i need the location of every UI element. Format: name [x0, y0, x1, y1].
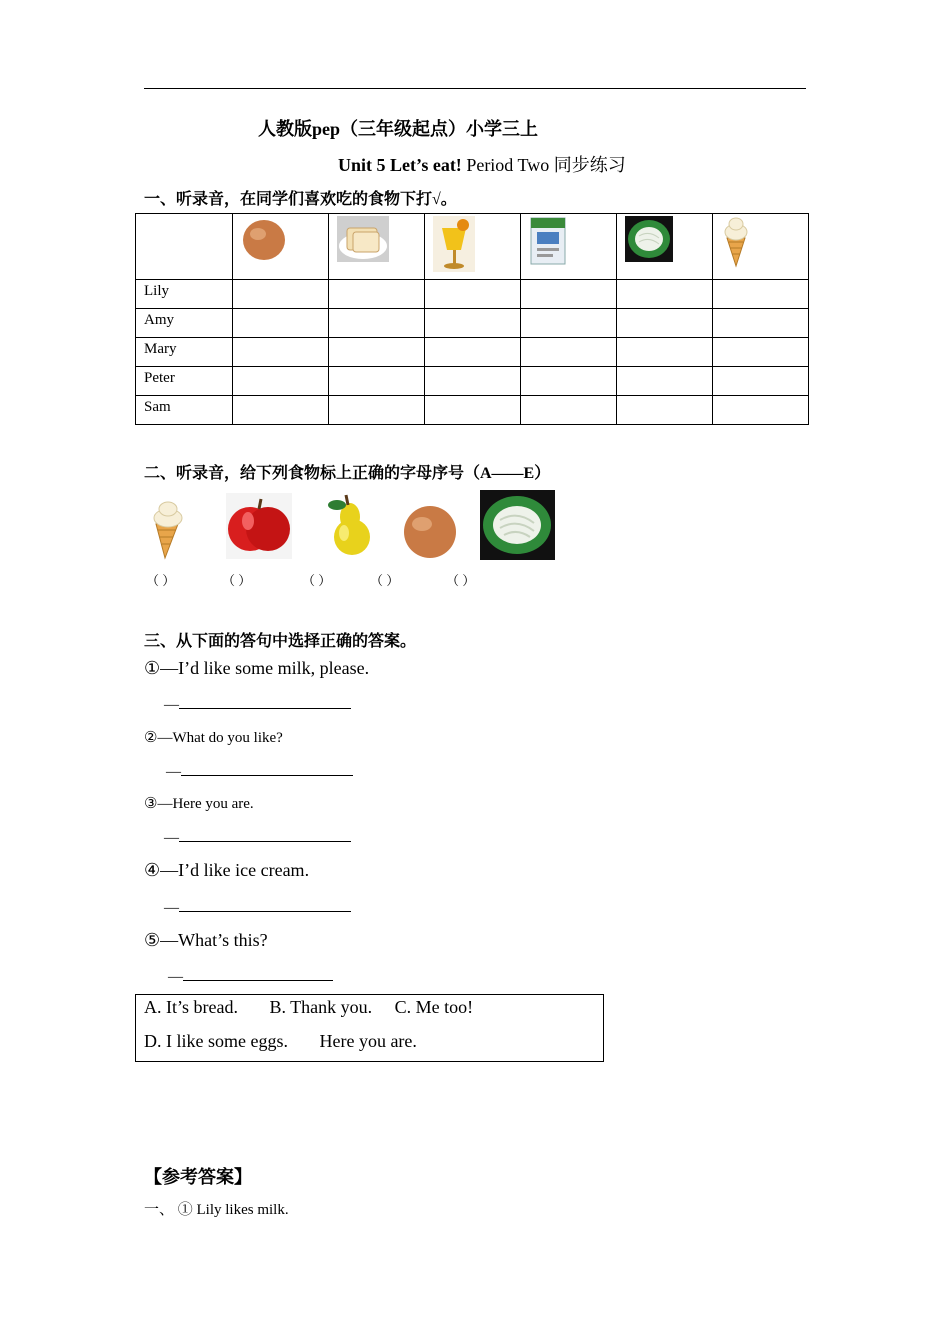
- answer-blank[interactable]: [181, 761, 353, 776]
- table-header-juice: [425, 214, 521, 280]
- egg-icon: [241, 216, 287, 262]
- table-header-milk: [521, 214, 617, 280]
- check-cell[interactable]: [617, 280, 713, 309]
- options-line-2: D. I like some eggs. Here you are.: [144, 1031, 417, 1051]
- check-cell[interactable]: [233, 338, 329, 367]
- answer-dash: —: [164, 830, 179, 846]
- egg-icon: [402, 504, 458, 560]
- student-name: Lily: [144, 283, 169, 299]
- section2-pear: [324, 493, 376, 557]
- question-1: [144, 658, 369, 679]
- answer-dash: —: [168, 969, 183, 985]
- question-text: —What’s this?: [160, 930, 268, 950]
- ice-cream-icon: [148, 500, 188, 560]
- header-rule: [144, 88, 806, 89]
- answer-paren-3[interactable]: （ ）: [302, 573, 332, 588]
- question-number: ④: [144, 860, 161, 880]
- answer-blank[interactable]: [179, 694, 351, 709]
- milk-icon: [529, 216, 567, 266]
- answer-line-1: [164, 694, 351, 714]
- question-2: [144, 728, 283, 747]
- table-header-noodles: [617, 214, 713, 280]
- noodles-icon: [480, 490, 555, 560]
- table-row: [136, 280, 809, 309]
- section2-noodles: [480, 490, 555, 560]
- table-row: [136, 309, 809, 338]
- check-cell[interactable]: [233, 309, 329, 338]
- apple-icon: [226, 493, 292, 559]
- check-cell[interactable]: [329, 280, 425, 309]
- check-cell[interactable]: [521, 338, 617, 367]
- answer-line-2: [166, 761, 353, 781]
- check-cell[interactable]: [713, 338, 809, 367]
- question-number: ②: [144, 730, 158, 746]
- answer-line-5: [168, 966, 333, 986]
- check-cell[interactable]: [713, 367, 809, 396]
- answer-paren-5[interactable]: （ ）: [446, 573, 476, 588]
- check-cell[interactable]: [521, 280, 617, 309]
- check-cell[interactable]: [617, 396, 713, 425]
- student-name: Peter: [144, 370, 175, 386]
- check-cell[interactable]: [617, 367, 713, 396]
- question-text: —I’d like some milk, please.: [160, 658, 370, 678]
- answer-line-3: [164, 827, 351, 847]
- table-header-row: [136, 214, 809, 280]
- question-text: —Here you are.: [157, 796, 254, 812]
- check-cell[interactable]: [521, 367, 617, 396]
- table-row: [136, 367, 809, 396]
- options-box: [135, 994, 604, 1062]
- check-cell[interactable]: [233, 396, 329, 425]
- options-line-1: A. It’s bread. B. Thank you. C. Me too!: [144, 997, 474, 1017]
- student-name: Mary: [144, 341, 177, 357]
- check-cell[interactable]: [713, 309, 809, 338]
- check-cell[interactable]: [521, 396, 617, 425]
- section2-heading: 二、听录音，给下列食物标上正确的字母序号（A——E）: [144, 465, 551, 482]
- section1-heading: 一、听录音，在同学们喜欢吃的食物下打√。: [144, 191, 457, 208]
- check-cell[interactable]: [329, 396, 425, 425]
- check-cell[interactable]: [425, 309, 521, 338]
- check-cell[interactable]: [329, 338, 425, 367]
- bread-icon: [337, 216, 389, 262]
- question-text: —What do you like?: [157, 730, 283, 746]
- question-3: [144, 794, 254, 813]
- table-header-bread: [329, 214, 425, 280]
- table-corner-cell: [136, 214, 233, 280]
- check-cell[interactable]: [329, 367, 425, 396]
- check-cell[interactable]: [425, 338, 521, 367]
- student-name: Amy: [144, 312, 174, 328]
- answer-dash: —: [166, 764, 181, 780]
- section2-ice-cream: [148, 500, 188, 560]
- check-cell[interactable]: [425, 367, 521, 396]
- noodles-icon: [625, 216, 673, 262]
- answer-blank[interactable]: [179, 827, 351, 842]
- question-5: [144, 930, 268, 951]
- section3-heading: 三、从下面的答句中选择正确的答案。: [144, 633, 417, 650]
- section2-egg: [402, 504, 458, 560]
- unit-title: Unit 5 Let’s eat!: [338, 155, 462, 175]
- answer-paren-4[interactable]: （ ）: [370, 573, 400, 588]
- answers-heading: 【参考答案】: [144, 1167, 252, 1187]
- page-subtitle: [338, 151, 626, 177]
- check-cell[interactable]: [233, 280, 329, 309]
- pear-icon: [324, 493, 376, 557]
- check-cell[interactable]: [425, 280, 521, 309]
- check-cell[interactable]: [617, 338, 713, 367]
- table-header-ice-cream: [713, 214, 809, 280]
- table-header-egg: [233, 214, 329, 280]
- table-row: [136, 396, 809, 425]
- question-text: —I’d like ice cream.: [160, 860, 310, 880]
- answers-line-1: 一、 ① Lily likes milk.: [144, 1202, 289, 1218]
- check-cell[interactable]: [233, 367, 329, 396]
- answer-dash: —: [164, 900, 179, 916]
- table-row: [136, 338, 809, 367]
- check-cell[interactable]: [713, 280, 809, 309]
- question-4: [144, 860, 309, 881]
- question-number: ③: [144, 796, 158, 812]
- period-title: Period Two 同步练习: [461, 155, 626, 175]
- check-cell[interactable]: [617, 309, 713, 338]
- answer-paren-1[interactable]: （ ）: [146, 573, 176, 588]
- listening-table: [135, 213, 809, 425]
- section2-apple: [226, 493, 292, 559]
- question-number: ①: [144, 658, 161, 678]
- check-cell[interactable]: [521, 309, 617, 338]
- answer-line-4: [164, 897, 351, 917]
- check-cell[interactable]: [713, 396, 809, 425]
- answer-paren-2[interactable]: （ ）: [222, 573, 252, 588]
- student-name: Sam: [144, 399, 171, 415]
- answer-blank[interactable]: [183, 966, 333, 981]
- check-cell[interactable]: [329, 309, 425, 338]
- page-title: 人教版pep（三年级起点）小学三上: [258, 119, 539, 139]
- juice-icon: [433, 216, 475, 272]
- answer-blank[interactable]: [179, 897, 351, 912]
- answer-dash: —: [164, 697, 179, 713]
- ice-cream-icon: [721, 216, 751, 268]
- question-number: ⑤: [144, 930, 161, 950]
- check-cell[interactable]: [425, 396, 521, 425]
